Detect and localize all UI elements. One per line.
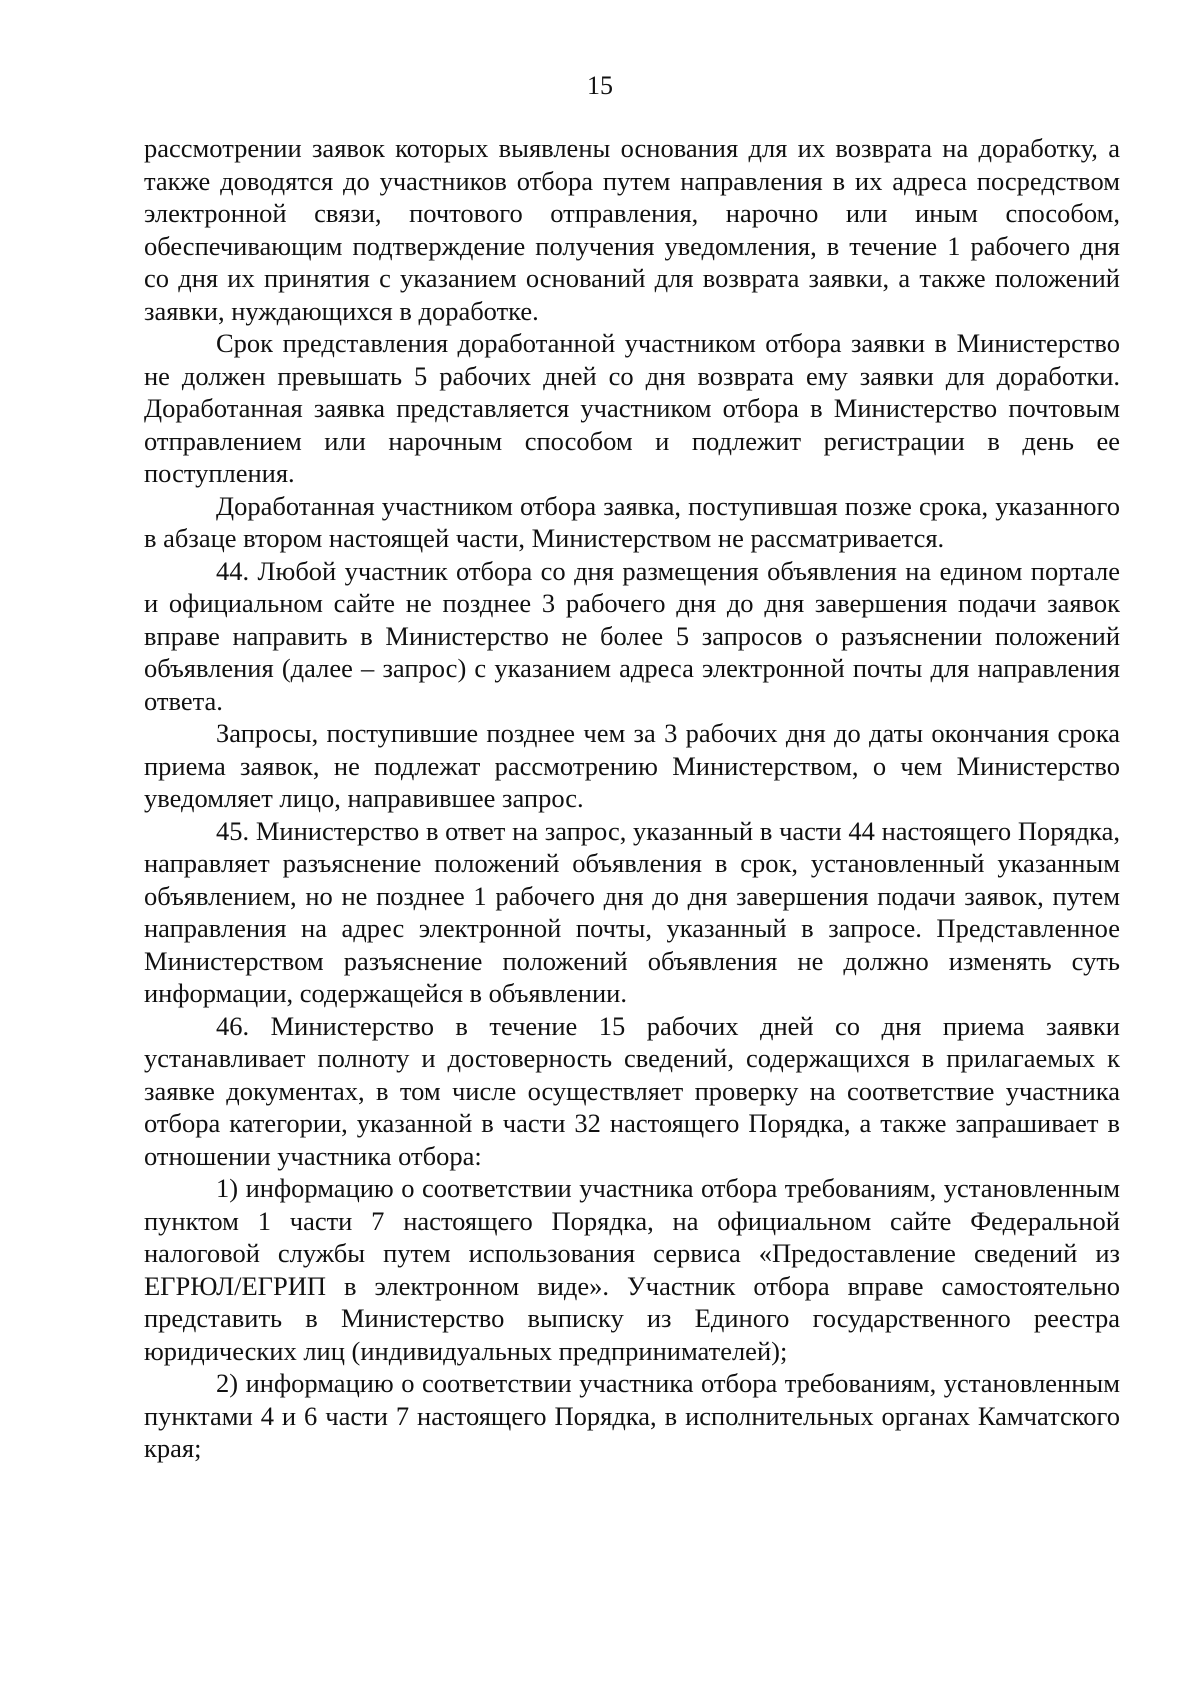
paragraph-clause-46: 46. Министерство в течение 15 рабочих дней со дня приема заявки устанавливает полноту и достоверность сведений, содержащихся в прилагаемых к заявке документах, в том числе осуществляет проверку на соответствие участника отбора категории, указанной в части 32 настоящего Порядка, а также запрашивает в отношении участника отбора: bbox=[144, 1010, 1120, 1171]
paragraph-continuation: рассмотрении заявок которых выявлены основания для их возврата на доработку, а также доводятся до участников отбора путем направления в их адреса посредством электронной связи, почтового отправления, нарочно или иным способом, обеспечивающим подтверждение получения уведомления, в течение 1 рабочего дня со дня их принятия с указанием оснований для возврата заявки, а также положений заявки, нуждающихся в доработке. bbox=[144, 133, 1120, 326]
page-number: 15 bbox=[587, 71, 613, 100]
paragraph-clause-45: 45. Министерство в ответ на запрос, указанный в части 44 настоящего Порядка, направляет разъяснение положений объявления в срок, установленный указанным объявлением, но не позднее 1 рабочего дня до дня завершения подачи заявок, путем направления на адрес электронной почты, указанный в запросе. Представленное Министерством разъяснение положений объявления не должно изменять суть информации, содержащейся в объявлении. bbox=[144, 815, 1120, 1008]
document-body bbox=[144, 132, 1120, 1465]
paragraph-clause-44: 44. Любой участник отбора со дня размещения объявления на едином портале и официальном сайте не позднее 3 рабочего дня до дня завершения подачи заявок вправе направить в Министерство не более 5 запросов о разъяснении положений объявления (далее – запрос) с указанием адреса электронной почты для направления ответа. bbox=[144, 555, 1120, 716]
paragraph-revision-deadline: Срок представления доработанной участником отбора заявки в Министерство не должен превышать 5 рабочих дней со дня возврата ему заявки для доработки. Доработанная заявка представляется участником отбора в Министерство почтовым отправлением или нарочным способом и подлежит регистрации в день ее поступления. bbox=[144, 328, 1120, 488]
paragraph-late-submission: Доработанная участником отбора заявка, поступившая позже срока, указанного в абзаце втором настоящей части, Министерством не рассматривается. bbox=[144, 490, 1120, 553]
paragraph-late-requests: Запросы, поступившие позднее чем за 3 рабочих дня до даты окончания срока приема заявок, не подлежат рассмотрению Министерством, о чем Министерство уведомляет лицо, направившее запрос. bbox=[144, 718, 1120, 813]
list-item-2: 2) информацию о соответствии участника отбора требованиям, установленным пунктами 4 и 6 части 7 настоящего Порядка, в исполнительных органах Камчатского края; bbox=[144, 1368, 1120, 1463]
list-item-1: 1) информацию о соответствии участника отбора требованиям, установленным пунктом 1 части 7 настоящего Порядка, на официальном сайте Федеральной налоговой службы путем использования сервиса «Предоставление сведений из ЕГРЮЛ/ЕГРИП в электронном виде». Участник отбора вправе самостоятельно представить в Министерство выписку из Единого государственного реестра юридических лиц (индивидуальных предпринимателей); bbox=[144, 1173, 1120, 1366]
